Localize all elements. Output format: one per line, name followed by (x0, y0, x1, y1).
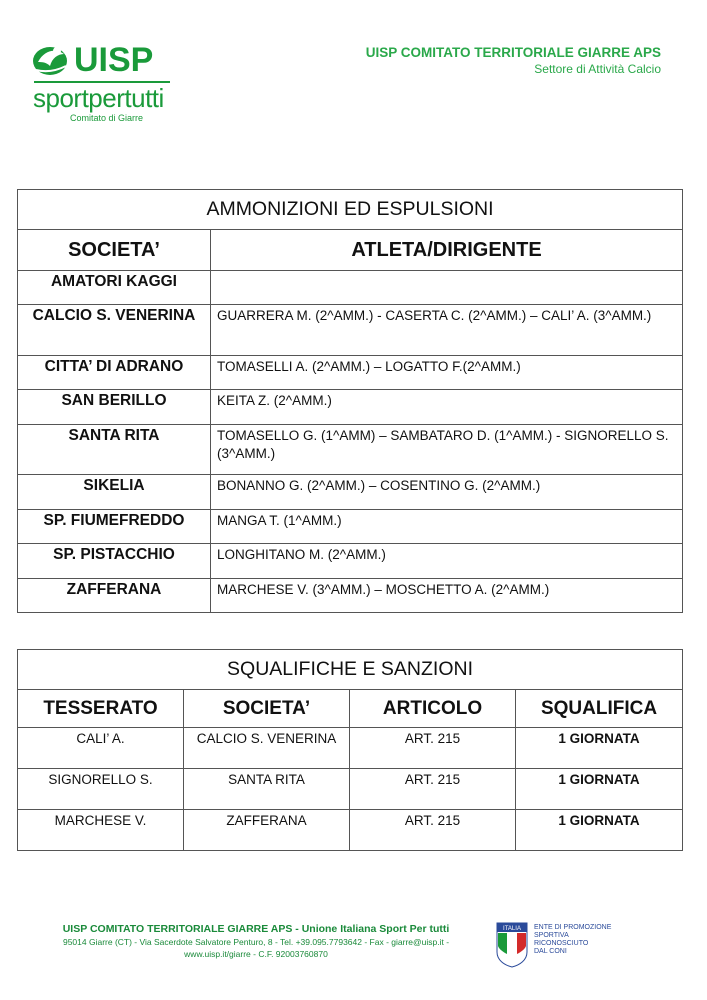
atleti-cell (211, 271, 683, 305)
uisp-logo (30, 40, 180, 125)
societa-cell: CALCIO S. VENERINA (184, 728, 350, 769)
logo-sportpertutti-text: sportpertutti (33, 83, 164, 113)
coni-shield-icon (496, 922, 528, 968)
ammonizioni-title: AMMONIZIONI ED ESPULSIONI (18, 190, 683, 230)
header-sector: Settore di Attività Calcio (534, 62, 661, 76)
table-row (18, 356, 683, 390)
squalifica-cell: 1 GIORNATA (516, 810, 683, 851)
table-row (18, 810, 683, 851)
table-row (18, 475, 683, 510)
header-org-block (366, 44, 661, 77)
coni-line-4: DAL CONI (534, 948, 567, 955)
squalifica-cell: 1 GIORNATA (516, 769, 683, 810)
table-row (18, 390, 683, 425)
table-row (18, 769, 683, 810)
coni-text-block (534, 924, 611, 956)
coni-logo (496, 922, 626, 972)
atleti-cell: TOMASELLI A. (2^AMM.) – LOGATTO F.(2^AMM.) (211, 356, 683, 390)
table-row (18, 544, 683, 579)
societa-cell: SANTA RITA (184, 769, 350, 810)
atleti-cell: MARCHESE V. (3^AMM.) – MOSCHETTO A. (2^AMM.) (211, 579, 683, 613)
table-row (18, 271, 683, 305)
col-header-atleta: ATLETA/DIRIGENTE (211, 230, 683, 271)
articolo-cell: ART. 215 (350, 769, 516, 810)
footer-address: 95014 Giarre (CT) - Via Sacerdote Salvatore Penturo, 8 - Tel. +39.095.7793642 - Fax - giarre@uisp.it - www.uisp.it/giarre - C.F. 92003760870 (62, 937, 450, 959)
tesserato-cell: MARCHESE V. (18, 810, 184, 851)
col-header-societa: SOCIETA’ (184, 690, 350, 728)
societa-cell: AMATORI KAGGI (18, 271, 211, 305)
table-row (18, 305, 683, 356)
footer (36, 922, 476, 960)
coni-line-2: SPORTIVA (534, 932, 569, 939)
logo-comitato-text: Comitato di Giarre (70, 113, 144, 123)
table-row (18, 510, 683, 544)
atleti-cell: MANGA T. (1^AMM.) (211, 510, 683, 544)
tesserato-cell: SIGNORELLO S. (18, 769, 184, 810)
coni-italia-text: ITALIA (503, 926, 521, 932)
col-header-articolo: ARTICOLO (350, 690, 516, 728)
table-row (18, 728, 683, 769)
squalifiche-table (17, 649, 683, 851)
footer-title: UISP COMITATO TERRITORIALE GIARRE APS - Unione Italiana Sport Per tutti (62, 923, 450, 935)
atleti-cell: LONGHITANO M. (2^AMM.) (211, 544, 683, 579)
societa-cell: SAN BERILLO (18, 390, 211, 425)
coni-line-3: RICONOSCIUTO (534, 940, 589, 947)
societa-cell: SP. FIUMEFREDDO (18, 510, 211, 544)
logo-uisp-text: UISP (74, 41, 154, 79)
societa-cell: SP. PISTACCHIO (18, 544, 211, 579)
societa-cell: ZAFFERANA (18, 579, 211, 613)
atleti-cell: GUARRERA M. (2^AMM.) - CASERTA C. (2^AMM.) – CALI’ A. (3^AMM.) (211, 305, 683, 356)
tesserato-cell: CALI’ A. (18, 728, 184, 769)
articolo-cell: ART. 215 (350, 728, 516, 769)
atleti-cell: BONANNO G. (2^AMM.) – COSENTINO G. (2^AMM.) (211, 475, 683, 510)
col-header-tesserato: TESSERATO (18, 690, 184, 728)
societa-cell: CITTA’ DI ADRANO (18, 356, 211, 390)
atleti-cell: TOMASELLO G. (1^AMM) – SAMBATARO D. (1^AMM.) - SIGNORELLO S. (3^AMM.) (211, 425, 683, 475)
col-header-societa: SOCIETA’ (18, 230, 211, 271)
ammonizioni-table (17, 189, 683, 613)
uisp-runner-icon (30, 42, 72, 78)
table-row (18, 425, 683, 475)
societa-cell: CALCIO S. VENERINA (18, 305, 211, 356)
societa-cell: SANTA RITA (18, 425, 211, 475)
societa-cell: SIKELIA (18, 475, 211, 510)
atleti-cell: KEITA Z. (2^AMM.) (211, 390, 683, 425)
squalifica-cell: 1 GIORNATA (516, 728, 683, 769)
articolo-cell: ART. 215 (350, 810, 516, 851)
coni-line-1: ENTE DI PROMOZIONE (534, 924, 612, 931)
table-row (18, 579, 683, 613)
header-org-name: UISP COMITATO TERRITORIALE GIARRE APS (365, 45, 661, 60)
squalifiche-title: SQUALIFICHE E SANZIONI (18, 650, 683, 690)
societa-cell: ZAFFERANA (184, 810, 350, 851)
col-header-squalifica: SQUALIFICA (516, 690, 683, 728)
